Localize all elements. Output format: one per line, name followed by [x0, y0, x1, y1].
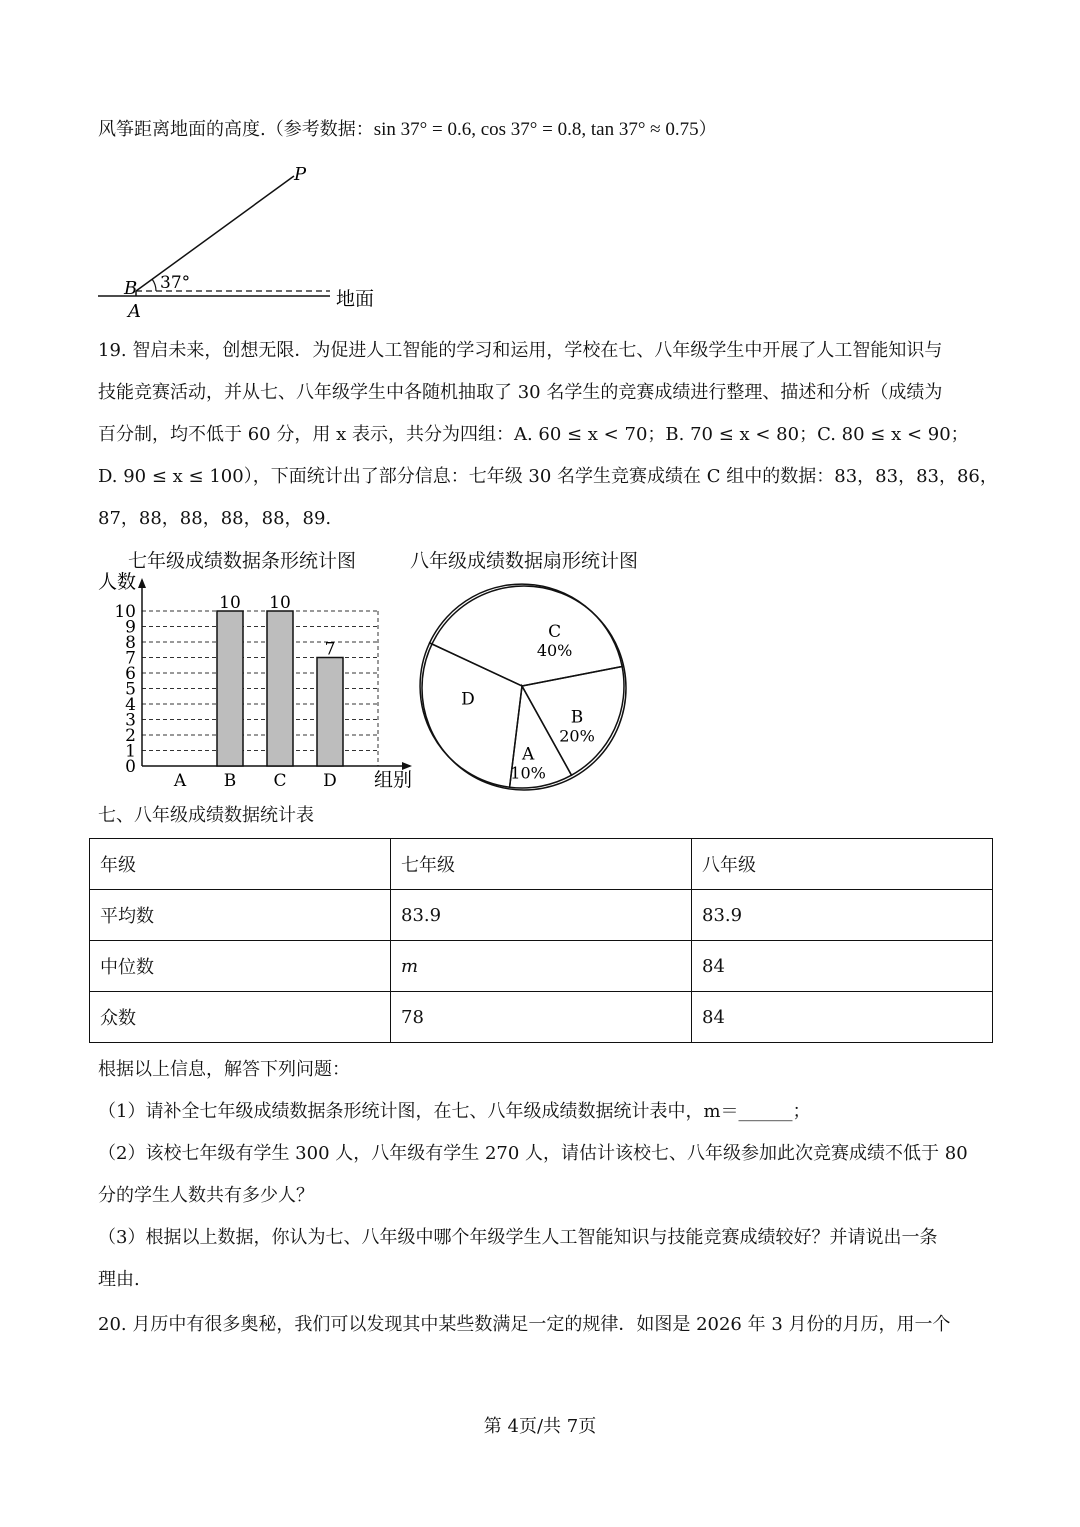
q19-line-4: D. 90 ≤ x ≤ 100），下面统计出了部分信息：七年级 30 名学生竞赛成绩在 C 组中的数据：83，83，83，86， [98, 466, 998, 487]
question-1: （1）请补全七年级成绩数据条形统计图，在七、八年级成绩数据统计表中，m＝______； [98, 1101, 811, 1122]
page-footer: 第 4页/共 7页 [483, 1416, 597, 1437]
table-cell: 83.9 [391, 890, 692, 941]
bar-value-label: 10 [219, 593, 241, 613]
label-b: B [124, 278, 138, 299]
row-label: 平均数 [90, 890, 391, 941]
table-caption: 七、八年级成绩数据统计表 [98, 805, 314, 826]
x-tick-label: D [323, 771, 337, 791]
y-tick-label: 0 [125, 757, 136, 777]
pie-slice-percent: 10% [510, 763, 546, 783]
question-2-line-2: 分的学生人数共有多少人？ [98, 1185, 314, 1206]
y-tick-label: 7 [125, 648, 136, 669]
pie-chart [414, 578, 634, 798]
pie-slice-label: B [570, 707, 584, 728]
table-cell: m [391, 941, 692, 992]
x-tick-label: B [223, 771, 237, 791]
stats-table [89, 838, 993, 1043]
x-tick-label: C [273, 771, 287, 791]
y-axis-arrow [138, 578, 146, 588]
bar [267, 611, 293, 766]
y-tick-label: 8 [125, 633, 136, 653]
q19-line-2: 技能竞赛活动，并从七、八年级学生中各随机抽取了 30 名学生的竞赛成绩进行整理、描述和分析（成绩为 [98, 382, 943, 403]
q18-suffix: ） [698, 119, 717, 140]
bar [217, 611, 243, 766]
table-row [90, 992, 993, 1043]
label-ground: 地面 [336, 288, 375, 310]
question-2-line-1: （2）该校七年级有学生 300 人，八年级有学生 270 人，请估计该校七、八年级参加此次竞赛成绩不低于 80 [98, 1143, 968, 1164]
q19-line-5: 87，88，88，88，88，89. [98, 508, 332, 529]
pie-slice-percent: 20% [559, 726, 595, 746]
question-3-line-1: （3）根据以上数据，你认为七、八年级中哪个年级学生人工智能知识与技能竞赛成绩较好？并请说出一条 [98, 1227, 938, 1248]
row-label: 众数 [90, 992, 391, 1043]
header-cell: 八年级 [692, 839, 993, 890]
table-cell: 78 [391, 992, 692, 1043]
bar-chart-title: 七年级成绩数据条形统计图 [128, 550, 357, 572]
y-tick-label: 10 [114, 602, 136, 622]
y-tick-label: 2 [125, 726, 136, 746]
x-tick-label: A [173, 771, 187, 791]
row-label: 中位数 [90, 941, 391, 992]
table-cell: 84 [692, 941, 993, 992]
y-tick-label: 1 [125, 741, 136, 762]
y-tick-label: 4 [125, 695, 136, 715]
label-angle: 37° [160, 273, 191, 293]
table-cell: 83.9 [692, 890, 993, 941]
label-a: A [128, 301, 141, 322]
y-tick-label: 5 [125, 679, 136, 700]
x-axis-label: 组别 [374, 769, 413, 791]
y-tick-label: 6 [125, 664, 136, 684]
table-row [90, 890, 993, 941]
q18-reference-line [98, 118, 717, 142]
table-row [90, 941, 993, 992]
y-tick-label: 9 [125, 617, 136, 638]
pie-slice-percent: 40% [536, 641, 573, 660]
bar-value-label: 7 [324, 639, 336, 660]
q20-line-1: 20. 月历中有很多奥秘，我们可以发现其中某些数满足一定的规律．如图是 2026 年 3 月份的月历，用一个 [98, 1314, 951, 1335]
table-cell: 84 [692, 992, 993, 1043]
header-cell: 年级 [90, 839, 391, 890]
kite-figure [90, 160, 400, 322]
y-axis-label: 人数 [98, 571, 137, 593]
q19-line-3: 百分制，均不低于 60 分，用 x 表示，共分为四组：A. 60 ≤ x < 70；B. 70 ≤ x < 80；C. 80 ≤ x < 90； [98, 424, 969, 445]
bar [317, 658, 343, 767]
table-header-row [90, 839, 993, 890]
q18-prefix: 风筝距离地面的高度.（参考数据： [98, 119, 374, 140]
q18-formula: sin 37° = 0.6, cos 37° = 0.8, tan 37° ≈ 0.75 [373, 119, 699, 140]
header-cell: 七年级 [391, 839, 692, 890]
question-3-line-2: 理由. [98, 1269, 140, 1290]
bar-chart [92, 566, 422, 794]
pie-slice-label: C [548, 622, 562, 642]
pie-slice-label: A [521, 744, 535, 765]
questions-intro: 根据以上信息，解答下列问题： [98, 1059, 350, 1080]
label-p: P [294, 164, 307, 185]
angle-arc [152, 279, 156, 291]
pie-slice-label: D [461, 689, 475, 710]
pie-chart-title: 八年级成绩数据扇形统计图 [410, 550, 639, 572]
y-tick-label: 3 [125, 710, 136, 731]
bar-value-label: 10 [269, 593, 291, 613]
q19-line-1: 19. 智启未来，创想无限．为促进人工智能的学习和运用，学校在七、八年级学生中开展了人工智能知识与 [98, 340, 943, 361]
